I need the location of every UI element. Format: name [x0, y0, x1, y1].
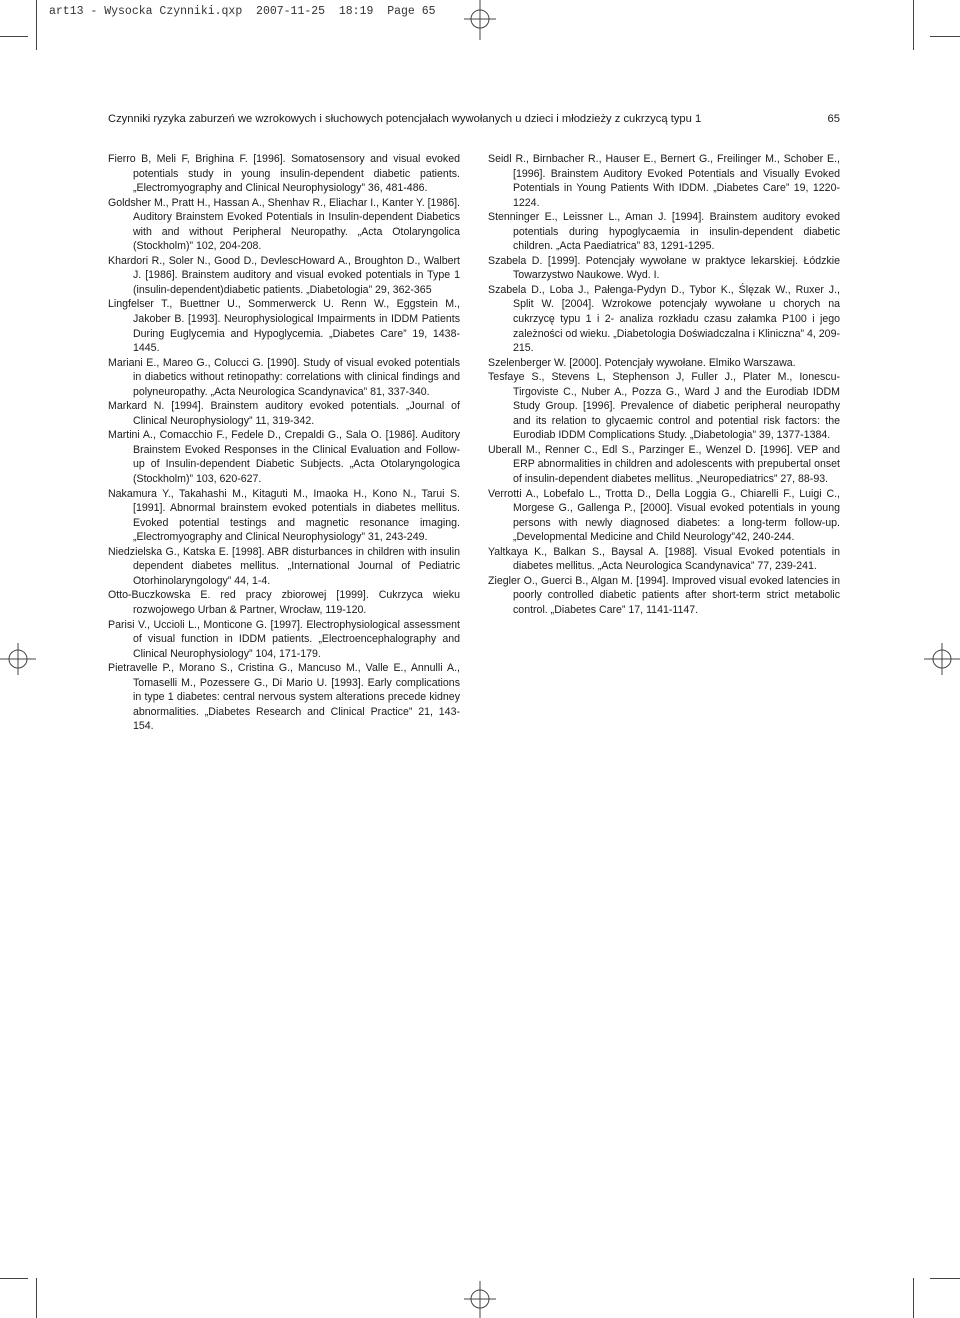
running-head-title: Czynniki ryzyka zaburzeń we wzrokowych i słuchowych potencjałach wywołanych u dzieci i młodzieży z cukrzycą typu 1 — [108, 113, 702, 125]
reference-entry: Nakamura Y., Takahashi M., Kitaguti M., Imaoka H., Kono N., Tarui S. [1991]. Abnormal brainstem evoked potentials in diabetes mellitus. Evoked potential testings and magnetic resonance imaging. „Electromyography and Clinical Neurophysiology” 31, 243-249. — [108, 487, 460, 544]
reference-entry: Goldsher M., Pratt H., Hassan A., Shenhav R., Eliachar I., Kanter Y. [1986]. Auditory Brainstem Evoked Potentials in Insulin-dependent Diabetics with and without Peripheral Neuropathy. „Acta Otolaryngolica (Stockholm)” 102, 204-208. — [108, 196, 460, 253]
slug-date: 2007-11-25 — [256, 5, 326, 18]
crop-mark-bottom-right-h — [930, 1278, 960, 1279]
reference-entry: Markard N. [1994]. Brainstem auditory evoked potentials. „Journal of Clinical Neurophysiology” 11, 319-342. — [108, 400, 460, 427]
registration-mark-right — [924, 643, 960, 675]
reference-entry: Yaltkaya K., Balkan S., Baysal A. [1988]. Visual Evoked potentials in diabetes mellitus. „Acta Neurologica Scandynavica” 77, 239-241. — [488, 545, 840, 573]
crop-mark-bottom-right — [913, 1278, 914, 1318]
crop-mark-top-right — [913, 0, 914, 50]
reference-entry: Martini A., Comacchio F., Fedele D., Crepaldi G., Sala O. [1986]. Auditory Brainstem Evoked Responses in the Clinical Evaluation and Follow-up of Insulin-dependent Diabetic Subjects. „Acta Otolaryngologica (Stockholm)” 103, 620-627. — [108, 429, 460, 486]
reference-entry: Stenninger E., Leissner L., Aman J. [1994]. Brainstem auditory evoked potentials during hypoglycaemia in insulin-dependent diabetic children. „Acta Paediatrica” 83, 1291-1295. — [488, 211, 840, 253]
references-left-column — [108, 152, 460, 734]
slug-file: art13 - Wysocka Czynniki.qxp — [49, 5, 243, 18]
reference-entry: Uberall M., Renner C., Edl S., Parzinger E., Wenzel D. [1996]. VEP and ERP abnormalities in children and adolescents with prepubertal onset of insulin-dependent diabetes mellitus. „Neuropediatrics” 27, 88-93. — [488, 443, 840, 486]
reference-entry: Szelenberger W. [2000]. Potencjały wywołane. Elmiko Warszawa. — [488, 356, 796, 369]
running-head — [108, 113, 840, 125]
crop-mark-bottom-left-h — [0, 1278, 28, 1279]
references-right-column — [488, 152, 840, 618]
crop-mark-top-left — [36, 0, 37, 50]
reference-entry: Pietravelle P., Morano S., Cristina G., Mancuso M., Valle E., Annulli A., Tomaselli M., Pozessere G., Di Mario U. [1993]. Early complications in type 1 diabetes: central nervous system alterations precede kidney abnormalities. „Diabetes Research and Clinical Practice” 21, 143-154. — [108, 662, 460, 733]
registration-mark-bottom — [464, 1281, 496, 1318]
slug-time: 18:19 — [338, 5, 374, 18]
crop-mark-top-left-h — [0, 36, 28, 37]
reference-entry: Khardori R., Soler N., Good D., DevlescHoward A., Broughton D., Walbert J. [1986]. Brainstem auditory and visual evoked potentials in Type 1 (insulin-dependent)diabetic patients. „Diabetologia” 29, 362-365 — [108, 254, 460, 296]
reference-entry: Szabela D. [1999]. Potencjały wywołane w praktyce lekarskiej. Łódzkie Towarzystwo Naukowe. Wyd. I. — [488, 254, 840, 282]
reference-entry: Verrotti A., Lobefalo L., Trotta D., Della Loggia G., Chiarelli F., Luigi C., Morgese G., Gallenga P., [2000]. Visual evoked potentials in young persons with newly diagnosed diabetes: a long-term follow-up. „Developmental Medicine and Child Neurology”42, 240-244. — [488, 487, 840, 544]
reference-entry: Ziegler O., Guerci B., Algan M. [1994]. Improved visual evoked latencies in poorly controlled diabetic patients after short-term strict metabolic control. „Diabetes Care” 17, 1141-1147. — [488, 574, 840, 616]
reference-entry: Lingfelser T., Buettner U., Sommerwerck U. Renn W., Eggstein M., Jakober B. [1993]. Neurophysiological Impairments in IDDM Patients During Euglycemia and Hypoglycemia. „Diabetes Care” 19, 1438-1445. — [108, 298, 460, 355]
crop-mark-bottom-left — [36, 1278, 37, 1318]
reference-entry: Tesfaye S., Stevens L, Stephenson J, Fuller J., Plater M., Ionescu-Tirgoviste C., Nuber A., Pozza G., Ward J and the Eurodiab IDDM Study Group. [1996]. Prevalence of diabetic peripheral neuropathy and its relation to glycaemic control and potential risk factors: the Eurodiab IDDM Complications Study. „Diabetologia” 39, 1377-1384. — [488, 371, 840, 442]
reference-entry: Seidl R., Birnbacher R., Hauser E., Bernert G., Freilinger M., Schober E., [1996]. Brainstem Auditory Evoked Potentials and Visually Evoked Potentials in Young Patients With IDDM. „Diabetes Care” 19, 1220-1224. — [488, 153, 840, 209]
crop-mark-top-right-h — [930, 36, 960, 37]
page-number: 65 — [827, 113, 840, 125]
reference-entry: Parisi V., Uccioli L., Monticone G. [1997]. Electrophysiological assessment of visual function in IDDM patients. „Electroencephalography and Clinical Neurophysiology” 104, 171-179. — [108, 618, 460, 660]
reference-entry: Fierro B, Meli F, Brighina F. [1996]. Somatosensory and visual evoked potentials study in young insulin-dependent diabetic patients. „Electromyography and Clinical Neurophysiology” 36, 481-486. — [108, 153, 460, 195]
reference-entry: Mariani E., Mareo G., Colucci G. [1990]. Study of visual evoked potentials in diabetics without retinopathy: correlations with clinical findings and polyneuropathy. „Acta Neurologica Scandynavica” 81, 337-340. — [108, 356, 460, 398]
registration-mark-top — [464, 0, 496, 40]
slug-page: Page 65 — [387, 5, 436, 18]
reference-entry: Szabela D., Loba J., Pałenga-Pydyn D., Tybor K., Ślęzak W., Ruxer J., Split W. [2004]. Wzrokowe potencjały wywołane u chorych na cukrzycę typu 1 i 2- analiza rozkładu czasu załamka P100 i jego zależności od wieku. „Diabetologia Doświadczalna i Kliniczna” 4, 209-215. — [488, 283, 840, 355]
print-slug — [49, 5, 436, 18]
registration-mark-left — [0, 643, 36, 675]
reference-entry: Otto-Buczkowska E. red pracy zbiorowej [1999]. Cukrzyca wieku rozwojowego Urban & Partner, Wrocław, 119-120. — [108, 589, 460, 616]
reference-entry: Niedzielska G., Katska E. [1998]. ABR disturbances in children with insulin dependent diabetes mellitus. „International Journal of Pediatric Otorhinolaryngology” 44, 1-4. — [108, 545, 460, 587]
